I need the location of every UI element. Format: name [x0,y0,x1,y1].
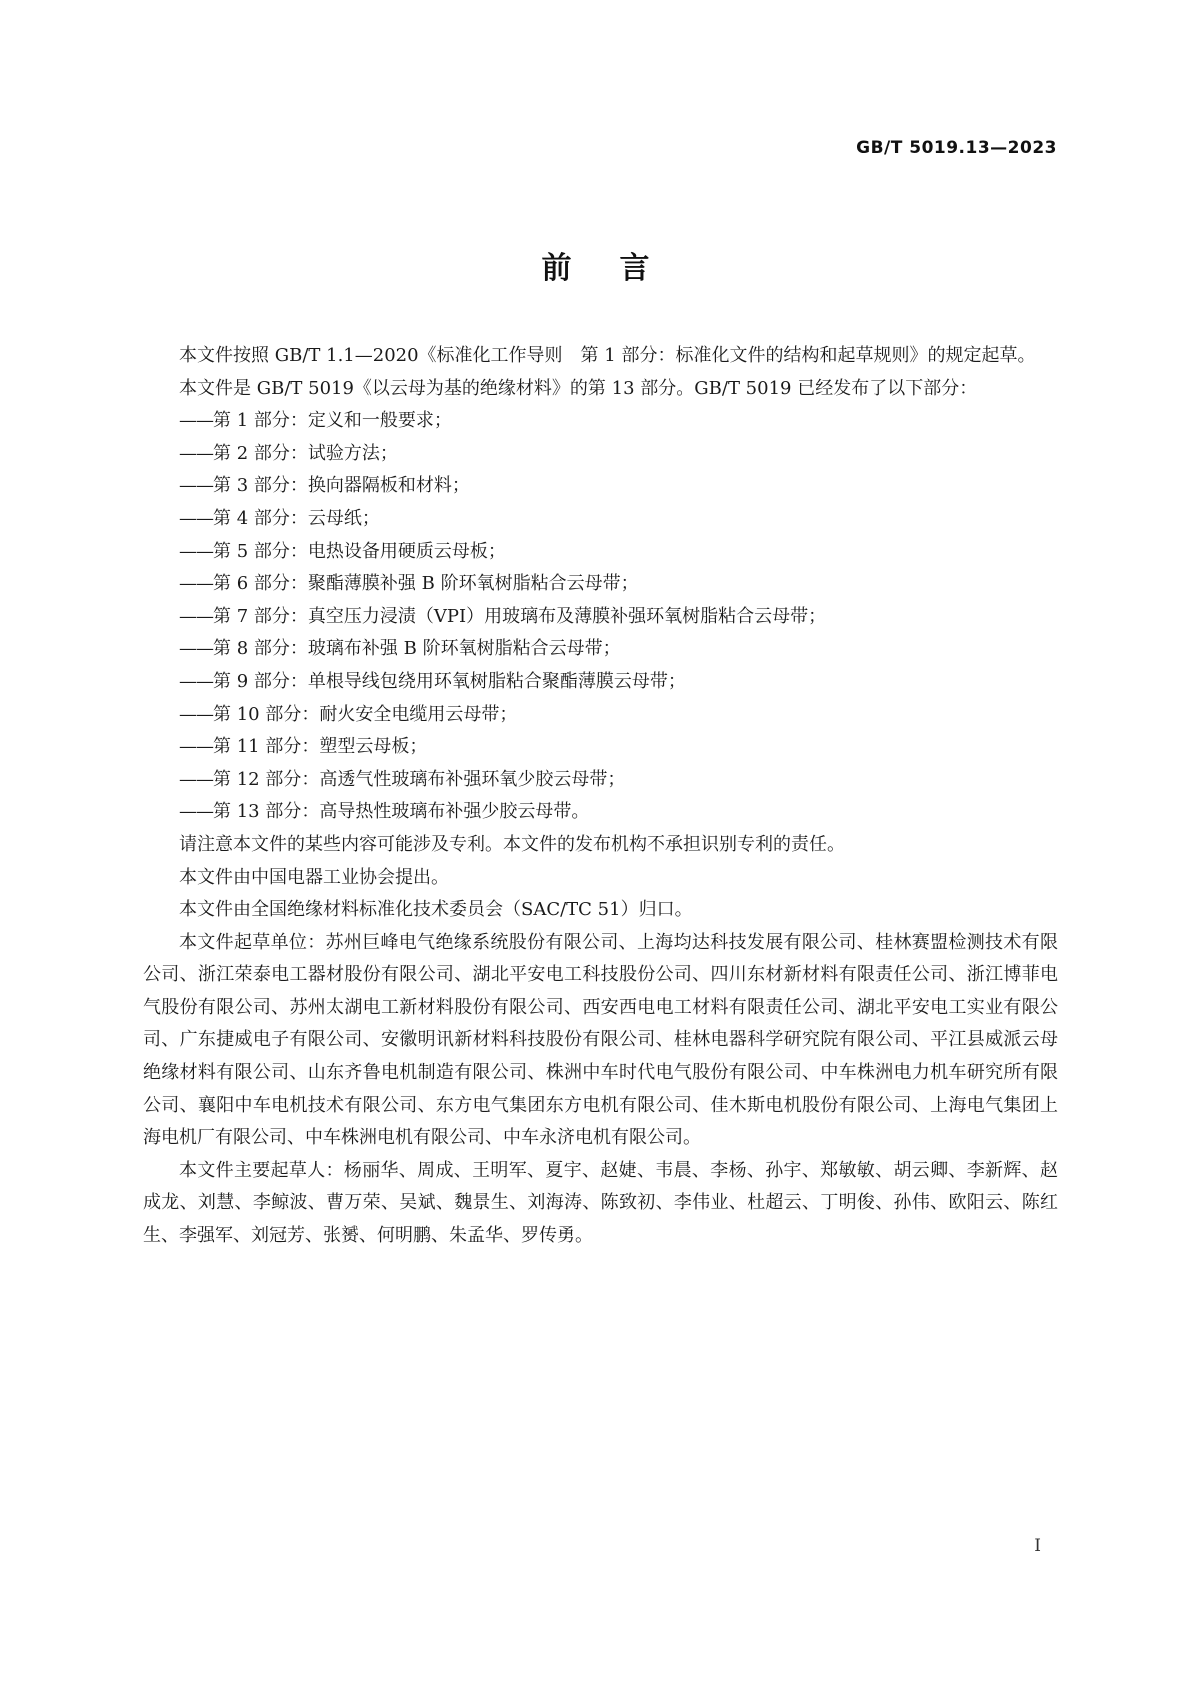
list-dash: —— [179,605,213,627]
parts-list [143,405,1058,829]
paragraph-drafting-units: 本文件起草单位：苏州巨峰电气绝缘系统股份有限公司、上海均达科技发展有限公司、桂林赛盟检测技术有限公司、浙江荣泰电工器材股份有限公司、湖北平安电工科技股份公司、四川东材新材料有限责任公司、浙江博菲电气股份有限公司、苏州太湖电工新材料股份有限公司、西安西电电工材料有限责任公司、湖北平安电工实业有限公司、广东捷威电子有限公司、安徽明讯新材料科技股份有限公司、桂林电器科学研究院有限公司、平江县威派云母绝缘材料有限公司、山东齐鲁电机制造有限公司、株洲中车时代电气股份有限公司、中车株洲电力机车研究所有限公司、襄阳中车电机技术有限公司、东方电气集团东方电机有限公司、佳木斯电机股份有限公司、上海电气集团上海电机厂有限公司、中车株洲电机有限公司、中车永济电机有限公司。 [143,931,1058,1149]
list-item-text: 第 11 部分：塑型云母板； [213,736,428,758]
list-item-text: 第 13 部分：高导热性玻璃布补强少胶云母带。 [213,801,590,823]
list-dash: —— [179,442,213,464]
list-item-text: 第 5 部分：电热设备用硬质云母板； [213,540,506,562]
paragraph-committee: 本文件由全国绝缘材料标准化技术委员会（SAC/TC 51）归口。 [179,899,693,921]
list-item [143,699,1058,732]
list-dash: —— [179,801,213,823]
list-dash: —— [179,507,213,529]
list-item-text: 第 10 部分：耐火安全电缆用云母带； [213,703,518,725]
list-item-text: 第 12 部分：高透气性玻璃布补强环氧少胶云母带； [213,768,626,790]
list-dash: —— [179,540,213,562]
list-item [143,503,1058,536]
list-item-text: 第 8 部分：玻璃布补强 B 阶环氧树脂粘合云母带； [213,638,621,660]
list-dash: —— [179,768,213,790]
paragraph-series-intro: 本文件是 GB/T 5019《以云母为基的绝缘材料》的第 13 部分。GB/T 5019 已经发布了以下部分： [179,377,978,399]
list-dash: —— [179,703,213,725]
page-title: 前言 [541,251,698,286]
list-dash: —— [179,638,213,660]
list-item [143,568,1058,601]
list-item [143,666,1058,699]
list-dash: —— [179,736,213,758]
list-dash: —— [179,410,213,432]
list-item-text: 第 7 部分：真空压力浸渍（VPI）用玻璃布及薄膜补强环氧树脂粘合云母带； [213,605,827,627]
document-code: GB/T 5019.13—2023 [856,138,1057,158]
list-item [143,438,1058,471]
list-item [143,731,1058,764]
list-item [143,470,1058,503]
list-dash: —— [179,475,213,497]
paragraph-drafters: 本文件主要起草人：杨丽华、周成、王明军、夏宇、赵婕、韦晨、李杨、孙宇、郑敏敏、胡云卿、李新辉、赵成龙、刘慧、李鲸波、曹万荣、吴斌、魏景生、刘海涛、陈致初、李伟业、杜超云、丁明俊、孙伟、欧阳云、陈红生、李强军、刘冠芳、张赟、何明鹏、朱孟华、罗传勇。 [143,1159,1058,1247]
list-item [143,796,1058,829]
paragraph-patent-notice: 请注意本文件的某些内容可能涉及专利。本文件的发布机构不承担识别专利的责任。 [179,833,845,855]
list-item-text: 第 6 部分：聚酯薄膜补强 B 阶环氧树脂粘合云母带； [213,573,639,595]
list-item-text: 第 1 部分：定义和一般要求； [213,410,452,432]
list-item [143,536,1058,569]
page-number: I [1034,1536,1041,1556]
list-item-text: 第 2 部分：试验方法； [213,442,398,464]
list-item [143,405,1058,438]
paragraph-standard-basis: 本文件按照 GB/T 1.1—2020《标准化工作导则 第 1 部分：标准化文件的结构和起草规则》的规定起草。 [179,345,1036,366]
list-item-text: 第 9 部分：单根导线包绕用环氧树脂粘合聚酯薄膜云母带； [213,670,686,692]
list-item-text: 第 3 部分：换向器隔板和材料； [213,475,470,497]
list-dash: —— [179,573,213,595]
list-item [143,764,1058,797]
paragraph-proposer: 本文件由中国电器工业协会提出。 [179,866,449,888]
list-item [143,601,1058,634]
list-item-text: 第 4 部分：云母纸； [213,507,380,529]
foreword-body [143,340,1058,1253]
list-dash: —— [179,670,213,692]
list-item [143,633,1058,666]
